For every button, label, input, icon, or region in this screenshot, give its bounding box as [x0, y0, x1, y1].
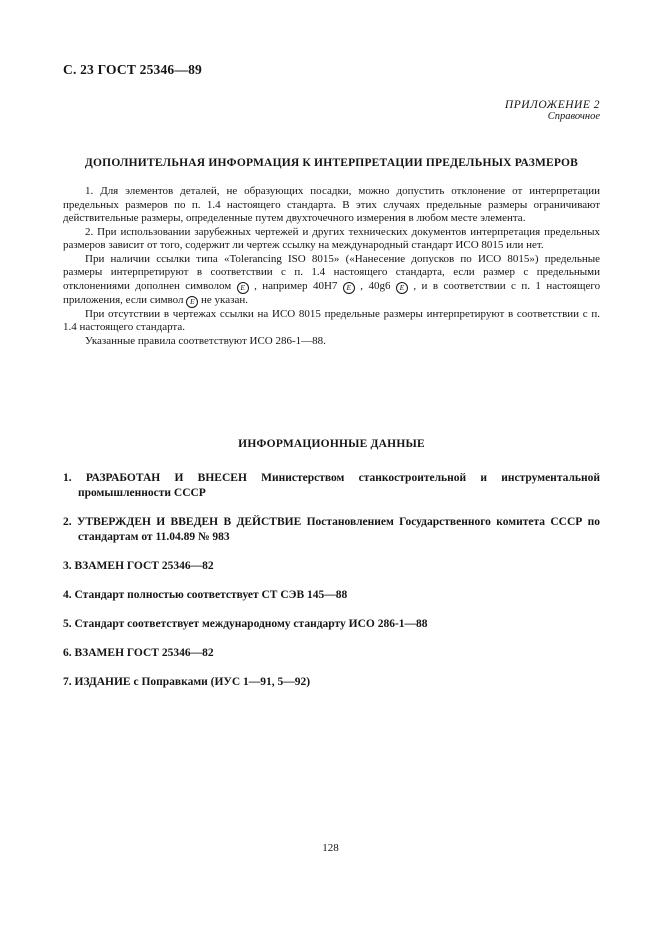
list-item-text: РАЗРАБОТАН И ВНЕСЕН Министерством станкостроительной и инструментальной промышленности СССР: [78, 472, 600, 499]
section-title-additional-info: ДОПОЛНИТЕЛЬНАЯ ИНФОРМАЦИЯ К ИНТЕРПРЕТАЦИИ ПРЕДЕЛЬНЫХ РАЗМЕРОВ: [84, 157, 579, 169]
paragraph-3-part: , и в соответствии с п. 1 настоящего приложения, если символ: [63, 279, 601, 306]
paragraph-1: 1. Для элементов деталей, не образующих посадки, можно допустить отклонение от интерпретации предельных размеров по п. 1.4 настоящего стандарта. В этих случаях предельные размеры ограничивают действительные размеры, определенные путем двухточечного измерения в любом месте элемента.: [63, 185, 600, 224]
page-content: [63, 62, 600, 704]
list-item-number: 7.: [63, 676, 72, 688]
list-item-text: ВЗАМЕН ГОСТ 25346—82: [74, 647, 214, 659]
list-item-number: 5.: [63, 618, 72, 630]
list-item-text: ВЗАМЕН ГОСТ 25346—82: [74, 560, 214, 572]
circled-e-icon: E: [237, 282, 249, 294]
circled-e-icon: E: [186, 296, 198, 308]
circled-e-icon: E: [396, 282, 408, 294]
list-item: [63, 675, 600, 690]
list-item-number: 2.: [63, 516, 72, 528]
list-item: [63, 471, 600, 501]
paragraph-2: 2. При использовании зарубежных чертежей и других технических документов интерпретация предельных размеров зависит от того, содержит ли чертеж ссылку на международный стандарт ИСО 8015 или нет.: [63, 225, 600, 251]
list-item: [63, 515, 600, 545]
list-item-number: 6.: [63, 647, 72, 659]
circled-e-icon: E: [343, 282, 355, 294]
list-item-text: УТВЕРЖДЕН И ВВЕДЕН В ДЕЙСТВИЕ Постановлением Государственного комитета СССР по стандартам от 11.04.89 № 983: [76, 516, 600, 543]
list-item-number: 4.: [63, 589, 72, 601]
list-item-number: 3.: [63, 560, 72, 572]
section-title-info-data: ИНФОРМАЦИОННЫЕ ДАННЫЕ: [238, 438, 425, 450]
list-item: [63, 588, 600, 603]
list-item: [63, 559, 600, 574]
page-number: 128: [322, 842, 339, 854]
list-item-text: Стандарт полностью соответствует СТ СЭВ 145—88: [74, 589, 348, 601]
info-data-list: [63, 471, 600, 690]
list-item-text: ИЗДАНИЕ с Поправками (ИУС 1—91, 5—92): [74, 676, 311, 688]
list-item-number: 1.: [63, 472, 72, 484]
list-item-text: Стандарт соответствует международному стандарту ИСО 286-1—88: [74, 618, 428, 630]
appendix-label: ПРИЛОЖЕНИЕ 2: [504, 99, 600, 111]
paragraph-3-part: , например 40H7: [254, 279, 338, 292]
list-item: [63, 646, 600, 661]
paragraph-3-part: , 40g6: [360, 279, 391, 292]
paragraph-5: Указанные правила соответствуют ИСО 286-1—88.: [85, 334, 326, 347]
appendix-block: [63, 99, 600, 123]
paragraph-3: [63, 253, 600, 308]
list-item: [63, 617, 600, 632]
appendix-note: Справочное: [547, 111, 600, 122]
paragraph-3-part: При наличии ссылки типа «Tolerancing ISO 8015» («Нанесение допусков по ИСО 8015») предельные размеры интерпретируют в соответствии с п. 1.4 настоящего стандарта, если размер с предельными отклонениями дополнен символом: [63, 252, 600, 292]
paragraph-4: При отсутствии в чертежах ссылки на ИСО 8015 предельные размеры интерпретируют в соответствии с п. 1.4 настоящего стандарта.: [63, 307, 600, 333]
body-paragraphs: [63, 185, 600, 348]
running-header: С. 23 ГОСТ 25346—89: [63, 62, 202, 77]
paragraph-3-part: не указан.: [201, 293, 248, 306]
